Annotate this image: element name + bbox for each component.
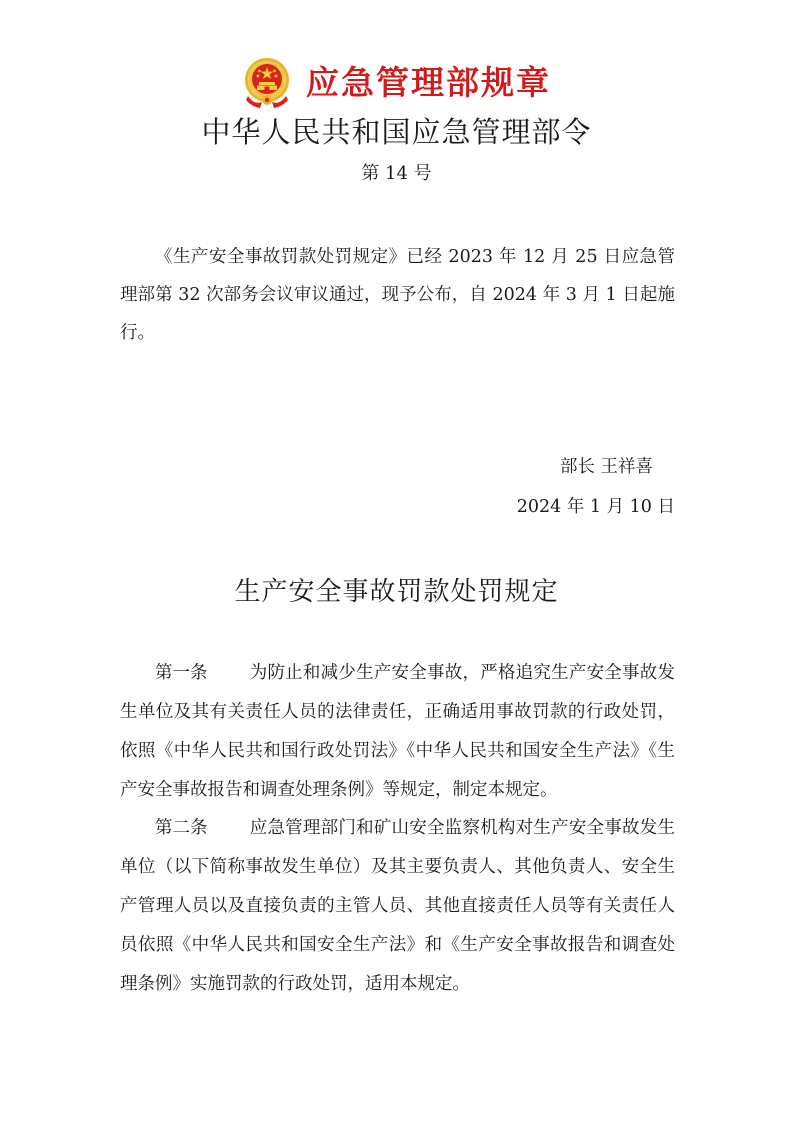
masthead [0, 56, 793, 110]
order-title: 中华人民共和国应急管理部令 [201, 115, 592, 149]
masthead-title: 应急管理部规章 [306, 63, 551, 102]
order-number: 第 14 号 [361, 163, 432, 184]
article-2 [120, 809, 675, 1004]
decree-paragraph: 《生产安全事故罚款处罚规定》已经 2023 年 12 月 25 日应急管理部第 32 次部务会议审议通过，现予公布，自 2024 年 3 月 1 日起施行。 [120, 247, 675, 343]
article-label: 第一条 [155, 663, 208, 683]
national-emblem-icon [242, 56, 292, 110]
signer: 部长 王祥喜 [559, 457, 653, 477]
article-label: 第二条 [155, 818, 208, 838]
regulation-title: 生产安全事故罚款处罚规定 [234, 577, 559, 607]
article-text: 为防止和减少生产安全事故，严格追究生产安全事故发生单位及其有关责任人员的法律责任，正确适用事故罚款的行政处罚，依照《中华人民共和国行政处罚法》《中华人民共和国安全生产法》《生产安全事故报告和调查处理条例》等规定，制定本规定。 [120, 663, 675, 800]
article-1 [120, 654, 675, 810]
signing-date: 2024 年 1 月 10 日 [516, 497, 675, 517]
article-text: 应急管理部门和矿山安全监察机构对生产安全事故发生单位（以下简称事故发生单位）及其主要负责人、其他负责人、安全生产管理人员以及直接负责的主管人员、其他直接责任人员等有关责任人员依照《中华人民共和国安全生产法》和《生产安全事故报告和调查处理条例》实施罚款的行政处罚，适用本规定。 [120, 818, 675, 994]
